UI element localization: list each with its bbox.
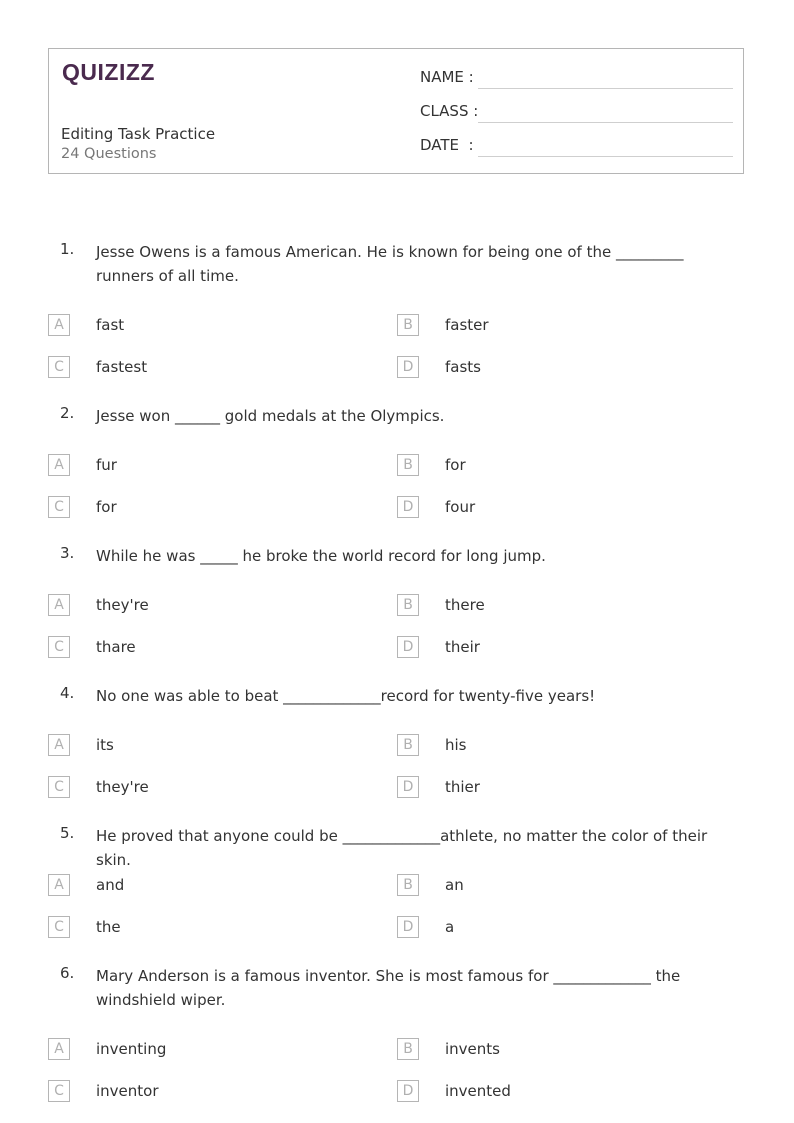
option-letter-box[interactable]: B [397, 314, 419, 336]
option-text: the [96, 918, 121, 936]
option-text: his [445, 736, 467, 754]
option-letter-box[interactable]: C [48, 636, 70, 658]
class-label: CLASS : [420, 102, 479, 120]
question-text: Jesse Owens is a famous American. He is known for being one of the _________ runners of all time. [96, 243, 684, 285]
option-text: and [96, 876, 125, 894]
option-text: its [96, 736, 114, 754]
option-text: faster [445, 316, 489, 334]
question-number: 1. [60, 240, 75, 258]
name-field[interactable] [420, 68, 733, 90]
question-text: While he was _____ he broke the world record for long jump. [96, 547, 546, 565]
option-text: a [445, 918, 455, 936]
option-text: invented [445, 1082, 511, 1100]
option-text: four [445, 498, 476, 516]
question-text: Mary Anderson is a famous inventor. She is most famous for _____________ the windshield wiper. [96, 967, 681, 1009]
date-label: DATE : [420, 136, 474, 154]
option-letter-box[interactable]: B [397, 454, 419, 476]
option-text: thier [445, 778, 480, 796]
option-letter-box[interactable]: C [48, 496, 70, 518]
question-text: Jesse won ______ gold medals at the Olympics. [96, 407, 445, 425]
option-text: invents [445, 1040, 500, 1058]
option-letter-box[interactable]: A [48, 454, 70, 476]
option-letter-box[interactable]: B [397, 734, 419, 756]
option-letter-box[interactable]: C [48, 916, 70, 938]
option-letter-box[interactable]: A [48, 874, 70, 896]
option-letter-box[interactable]: B [397, 874, 419, 896]
date-field[interactable] [420, 136, 733, 158]
option-letter-box[interactable]: A [48, 734, 70, 756]
date-line[interactable] [478, 156, 733, 157]
question-number: 6. [60, 964, 75, 982]
option-text: inventor [96, 1082, 159, 1100]
option-text: for [96, 498, 117, 516]
option-text: fastest [96, 358, 148, 376]
option-letter-box[interactable]: D [397, 1080, 419, 1102]
option-text: there [445, 596, 485, 614]
option-letter-box[interactable]: A [48, 1038, 70, 1060]
option-letter-box[interactable]: C [48, 1080, 70, 1102]
option-text: they're [96, 596, 149, 614]
option-letter-box[interactable]: C [48, 356, 70, 378]
option-text: for [445, 456, 466, 474]
option-letter-box[interactable]: B [397, 1038, 419, 1060]
question-text: He proved that anyone could be _____________athlete, no matter the color of their skin. [96, 827, 708, 869]
option-text: fast [96, 316, 125, 334]
question-number: 2. [60, 404, 75, 422]
class-field[interactable] [420, 102, 733, 124]
question-number: 3. [60, 544, 75, 562]
option-letter-box[interactable]: D [397, 916, 419, 938]
question-count: 24 Questions [61, 146, 157, 162]
option-text: fur [96, 456, 117, 474]
option-letter-box[interactable]: D [397, 356, 419, 378]
option-letter-box[interactable]: A [48, 594, 70, 616]
quizizz-logo: QUIZIZZ [62, 59, 155, 85]
option-text: an [445, 876, 464, 894]
option-letter-box[interactable]: D [397, 636, 419, 658]
option-text: fasts [445, 358, 481, 376]
question-number: 5. [60, 824, 75, 842]
option-letter-box[interactable]: C [48, 776, 70, 798]
option-letter-box[interactable]: A [48, 314, 70, 336]
option-letter-box[interactable]: B [397, 594, 419, 616]
question-text: No one was able to beat _____________record for twenty-five years! [96, 687, 596, 705]
option-text: thare [96, 638, 136, 656]
worksheet-title: Editing Task Practice [61, 125, 216, 143]
option-text: they're [96, 778, 149, 796]
question-number: 4. [60, 684, 75, 702]
class-line[interactable] [478, 122, 733, 123]
option-letter-box[interactable]: D [397, 496, 419, 518]
option-text: inventing [96, 1040, 167, 1058]
worksheet-header [48, 48, 744, 174]
name-line[interactable] [478, 88, 733, 89]
option-text: their [445, 638, 480, 656]
option-letter-box[interactable]: D [397, 776, 419, 798]
name-label: NAME : [420, 68, 474, 86]
